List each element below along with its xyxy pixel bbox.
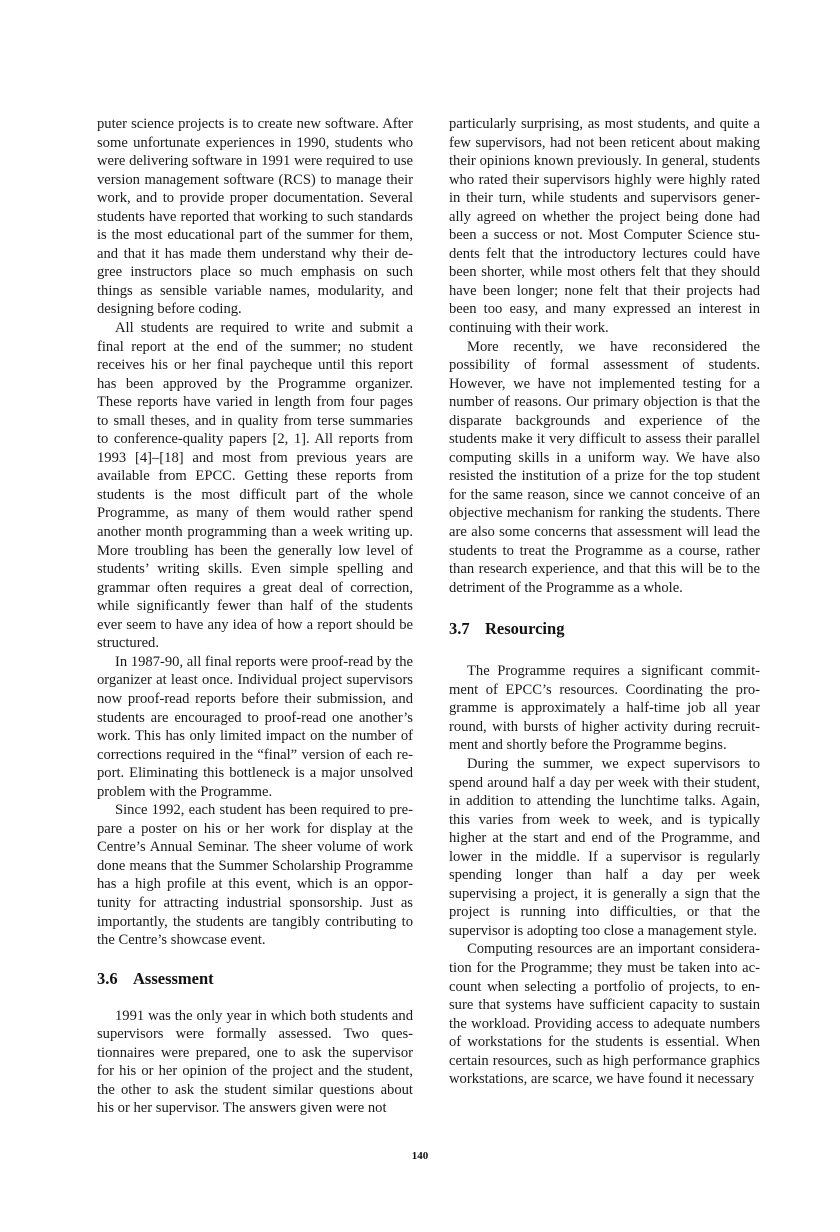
section-title: Resourcing: [485, 619, 565, 639]
left-column: [97, 115, 413, 1118]
paragraph: puter science projects is to create new software. After some unfortunate experiences in 1990, students who were delivering software in 1991 were required to use version management software (RCS) to manage their work, and to provide proper documentation. Several students have reported that working to such standards is the most educational part of the summer for them, and that it has made them understand why their degree instructors place so much emphasis on such things as sensible variable names, modularity, and designing before coding.: [97, 116, 413, 318]
section-number: 3.6: [97, 968, 118, 988]
paragraph: More recently, we have reconsidered the possibility of formal assessment of students. However, we have not implemented testing for a number of reasons. Our primary objection is that the disparate backgrounds and experience of the students make it very difficult to assess their parallel computing skills in a uniform way. We have also resisted the institution of a prize for the top student for the same reason, since we cannot conceive of an objective mechanism for ranking the students. There are also some concerns that assessment will lead the students to treat the Programme as a course, rather than research experience, and that this will be to the detriment of the Programme as a whole.: [449, 338, 760, 596]
paragraph: Since 1992, each student has been required to prepare a poster on his or her work for display at the Centre’s Annual Seminar. The sheer volume of work done means that the Summer Scholarship Programme has a high profile at this event, which is an opportunity for attracting industrial sponsorship. Just as importantly, the students are tangibly contributing to the Centre’s showcase event.: [97, 802, 413, 949]
section-heading-resourcing: [449, 619, 760, 639]
section-number: 3.7: [449, 619, 470, 639]
section-heading-assessment: [97, 969, 413, 989]
paragraph: particularly surprising, as most students, and quite a few supervisors, had not been reticent about making their opinions known previously. In general, students who rated their supervisors highly were highly rated in their turn, while students and supervisors generally agreed on whether the project being done had been a success or not. Most Computer Science students felt that the introductory lectures could have been shorter, while most others felt that they should have been longer; none felt that their projects had been too easy, and many expressed an interest in continuing with their work.: [449, 116, 760, 337]
paragraph: During the summer, we expect supervisors to spend around half a day per week with their student, in addition to attending the lunchtime talks. Again, this varies from week to week, and is typically higher at the start and end of the Programme, and lower in the middle. If a supervisor is regularly spending longer than half a day per week supervising a project, it is generally a sign that the project is running into difficulties, or that the supervisor is adopting too close a management style.: [449, 755, 760, 939]
paragraph: Computing resources are an important consideration for the Programme; they must be taken into account when selecting a portfolio of projects, to ensure that systems have sufficient capacity to sustain the workload. Providing access to adequate numbers of workstations for the students is essential. When certain resources, such as high performance graphics workstations, are scarce, we have found it necessary: [449, 941, 760, 1088]
paragraph: In 1987-90, all final reports were proof-read by the organizer at least once. Individual project supervisors now proof-read reports before their submission, and students are encouraged to proof-read one another’s work. This has only limited impact on the number of corrections required in the “final” version of each report. Eliminating this bottleneck is a major unsolved problem with the Programme.: [97, 653, 413, 800]
right-column: [449, 115, 760, 1089]
section-title: Assessment: [133, 968, 214, 988]
paragraph: 1991 was the only year in which both students and supervisors were formally assessed. Two questionnaires were prepared, one to ask the supervisor for his or her opinion of the project and the student, the other to ask the student similar questions about his or her supervisor. The answers given were not: [97, 1007, 413, 1117]
paragraph: The Programme requires a significant commitment of EPCC’s resources. Coordinating the programme is approximately a half-time job all year round, with bursts of higher activity during recruitment and shortly before the Programme begins.: [449, 663, 760, 754]
paragraph: All students are required to write and submit a final report at the end of the summer; no student receives his or her final paycheque until this report has been approved by the Programme organizer. These reports have varied in length from four pages to small theses, and in quality from terse summaries to conference-quality papers [2, 1]. All reports from 1993 [4]–[18] and most from previous years are available from EPCC. Getting these reports from students is the most difficult part of the whole Programme, as many of them would rather spend another month programming than a week writing up. More troubling has been the generally low level of students’ writing skills. Even simple spelling and grammar often requires a great deal of correction, while significantly fewer than half of the students ever seem to have any idea of how a report should be structured.: [97, 320, 413, 652]
page-number: 140: [411, 1150, 429, 1162]
